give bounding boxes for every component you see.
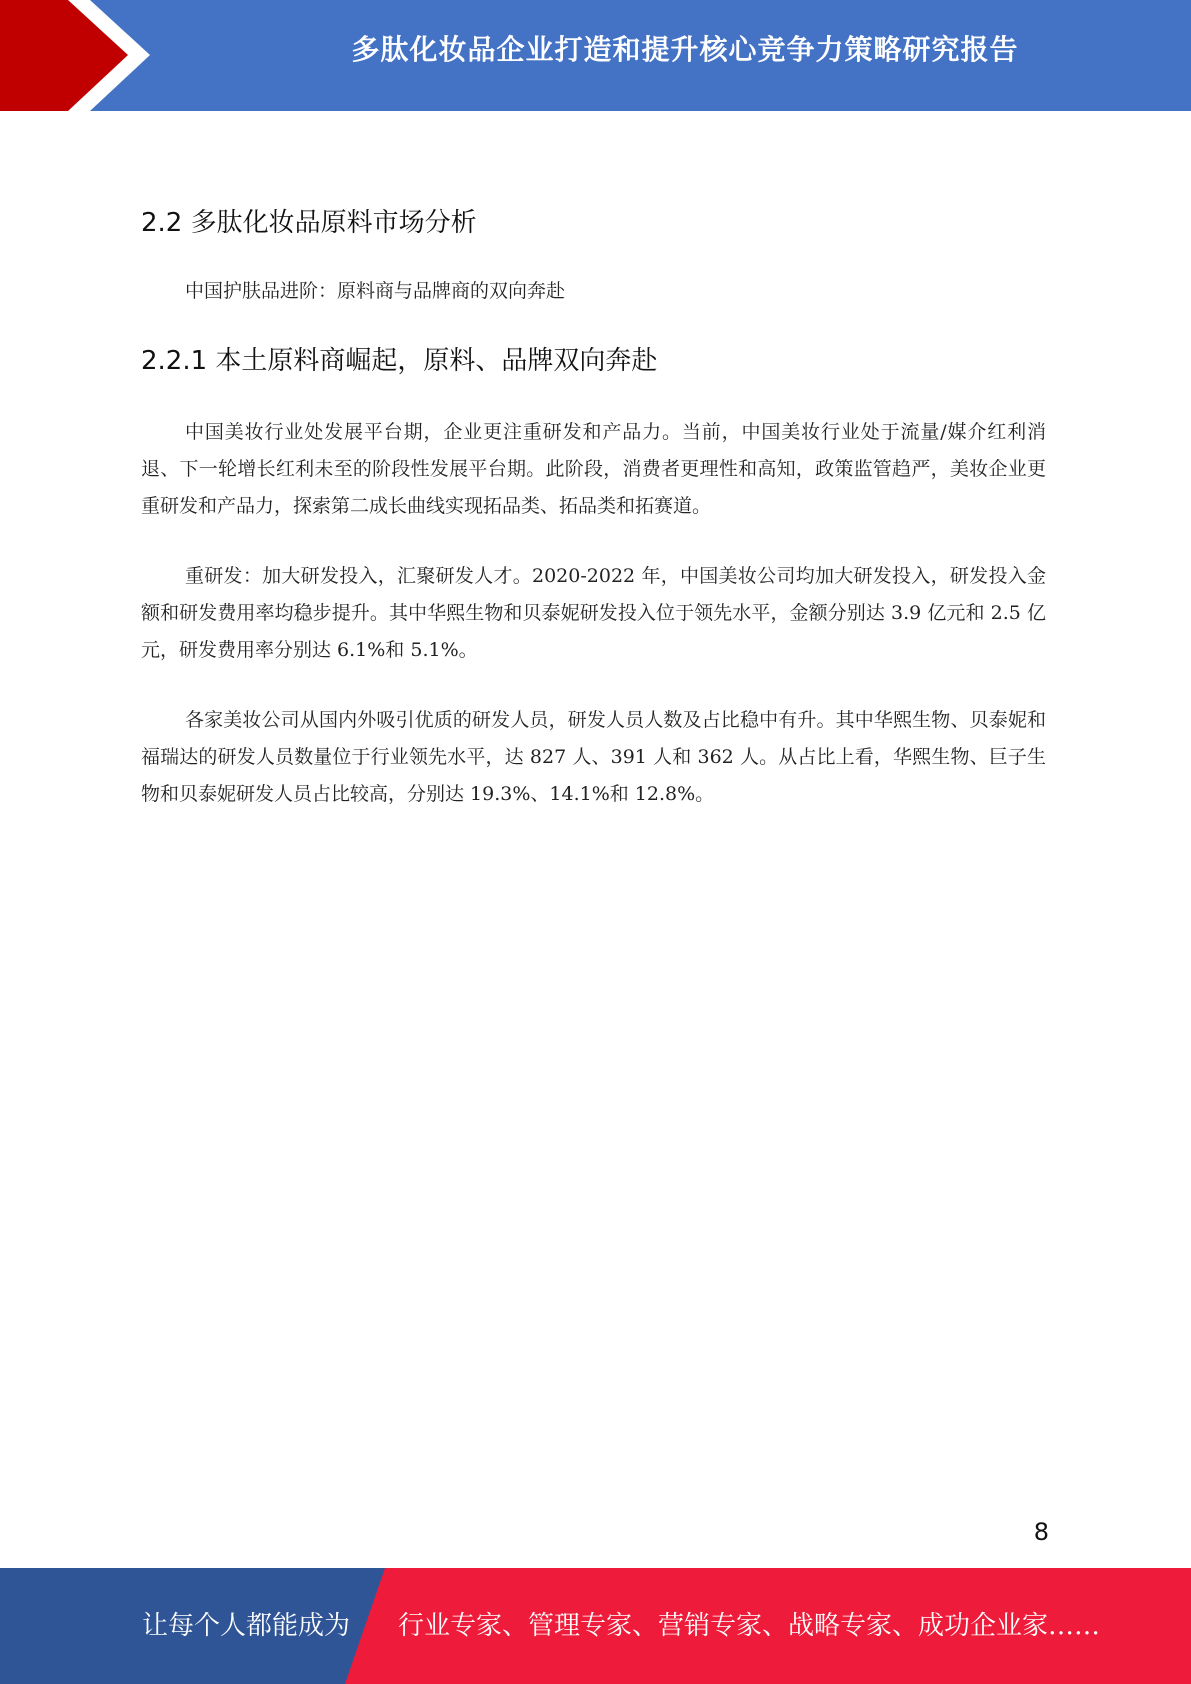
paragraph-rd-staff: 各家美妆公司从国内外吸引优质的研发人员，研发人员人数及占比稳中有升。其中华熙生物、贝泰妮和福瑞达的研发人员数量位于行业领先水平，达 827 人、391 人和 362 人。从占比上看，华熙生物、巨子生物和贝泰妮研发人员占比较高，分别达 19.3%、14.1%和 12.8%。 [141,709,1046,805]
subsection-heading: 2.2.1 本土原料商崛起，原料、品牌双向奔赴 [141,346,658,376]
footer-slogan-left: 让每个人都能成为 [142,1611,351,1641]
paragraph-platform-period: 中国美妆行业处发展平台期，企业更注重研发和产品力。当前，中国美妆行业处于流量/媒介红利消退、下一轮增长红利未至的阶段性发展平台期。此阶段，消费者更理性和高知，政策监管趋严，美妆企业更重研发和产品力，探索第二成长曲线实现拓品类、拓品类和拓赛道。 [141,421,1046,517]
section-heading: 2.2 多肽化妆品原料市场分析 [141,208,477,238]
report-title: 多肽化妆品企业打造和提升核心竞争力策略研究报告 [351,33,1019,66]
header-arrow-decoration [0,0,160,111]
header-bar [0,0,1191,111]
page-number: 8 [1033,1518,1049,1546]
footer-banner [0,1568,1191,1684]
footer-slogan-right: 行业专家、管理专家、营销专家、战略专家、成功企业家…… [398,1611,1101,1641]
section-intro: 中国护肤品进阶：原料商与品牌商的双向奔赴 [185,280,566,302]
paragraph-rd-investment: 重研发：加大研发投入，汇聚研发人才。2020-2022 年，中国美妆公司均加大研发投入，研发投入金额和研发费用率均稳步提升。其中华熙生物和贝泰妮研发投入位于领先水平，金额分别达 3.9 亿元和 2.5 亿元，研发费用率分别达 6.1%和 5.1%。 [141,565,1046,661]
